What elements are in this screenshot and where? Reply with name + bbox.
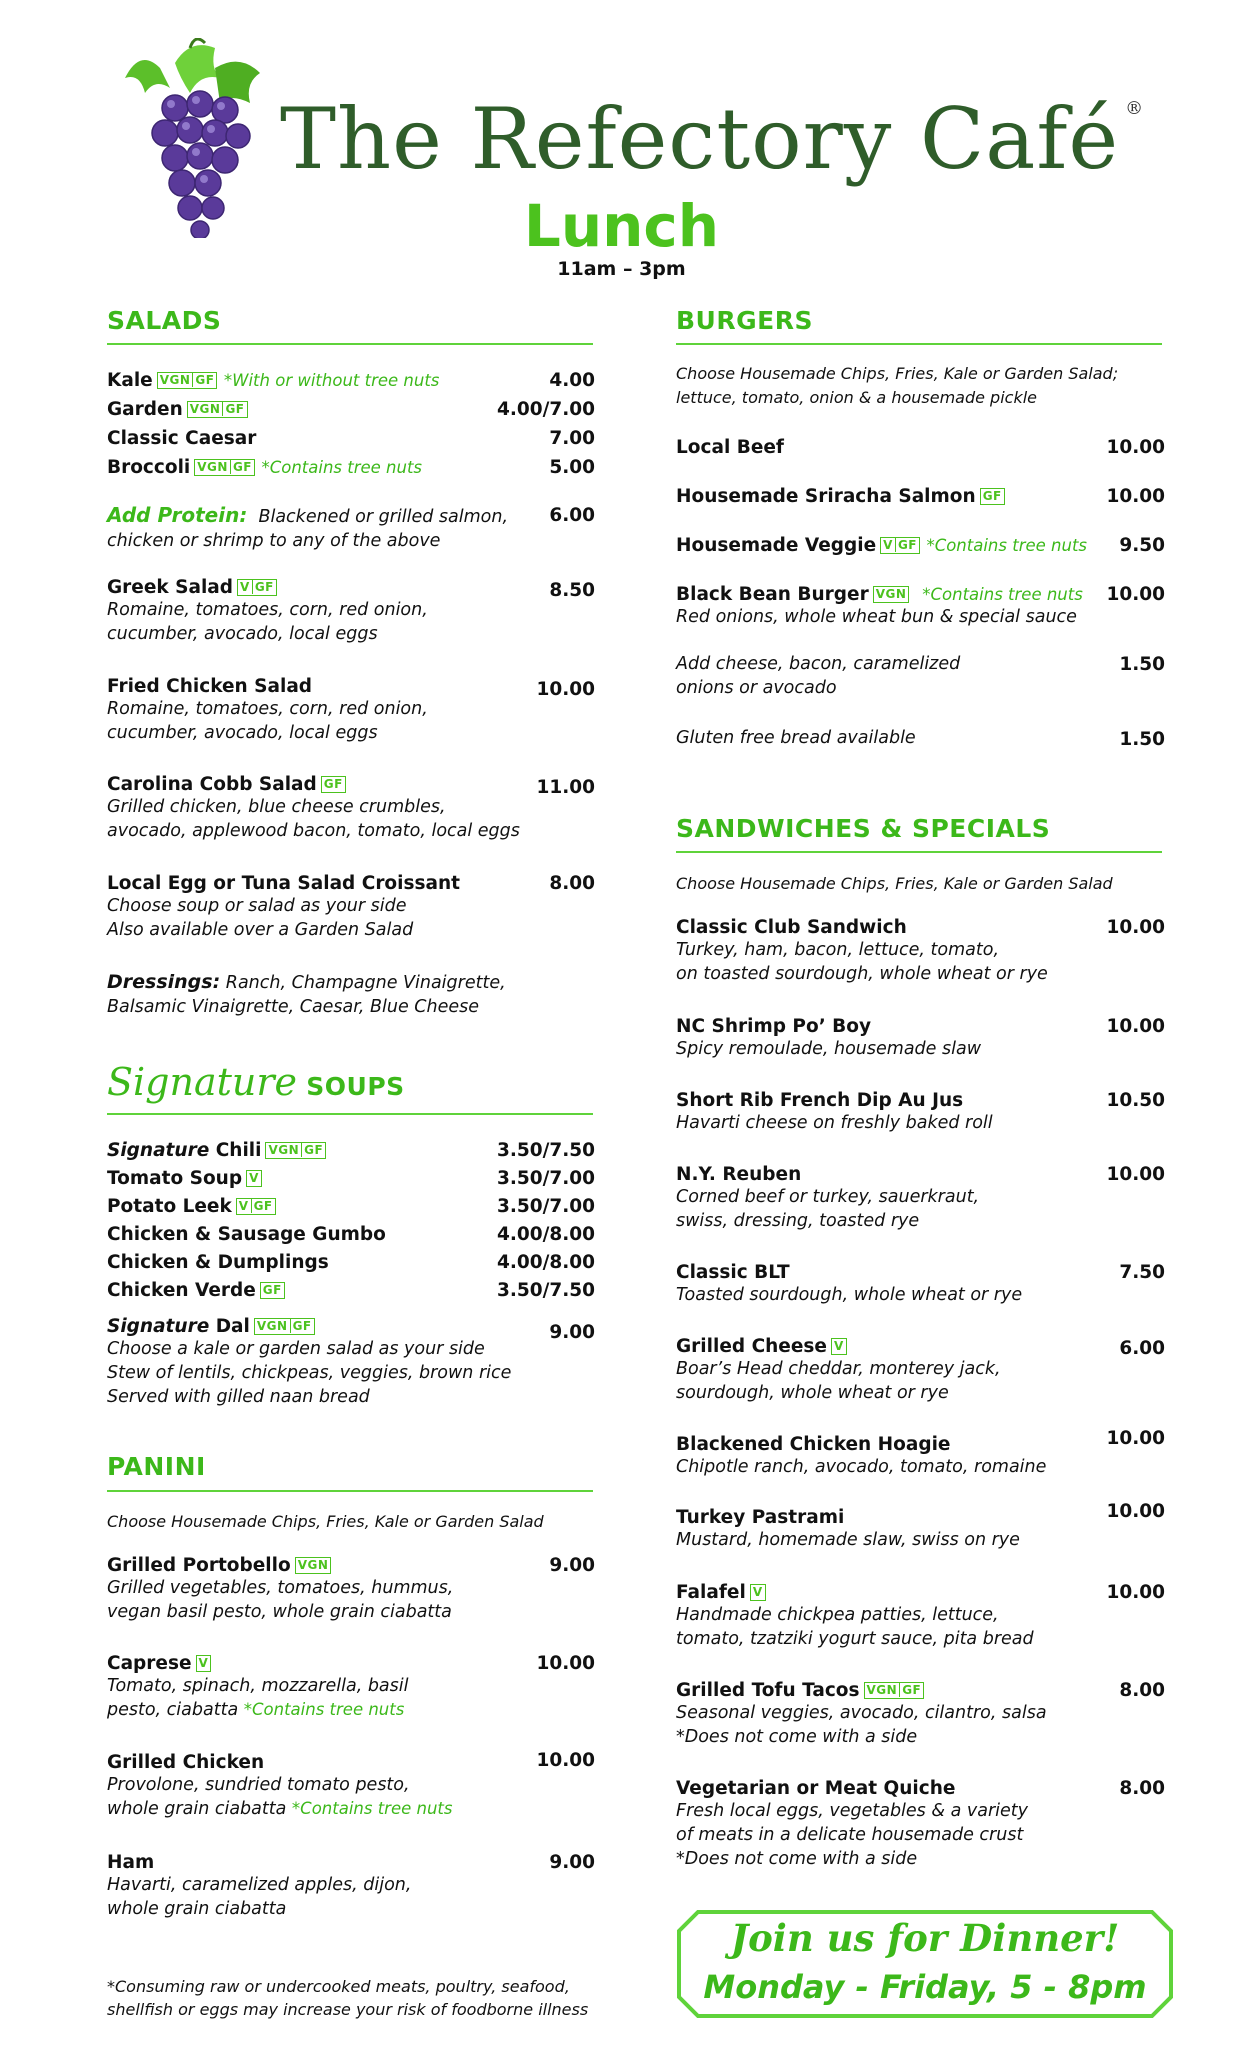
menu-item-chicken-hoagie: Blackened Chicken Hoagie Chipotle ranch, avocado, tomato, romaine [676, 1434, 1047, 1477]
price: 10.00 [536, 1653, 595, 1674]
price: 5.00 [549, 457, 595, 478]
price: 9.50 [1119, 535, 1165, 556]
menu-item-ham: Ham Havarti, caramelized apples, dijon, whole grain ciabatta [107, 1852, 412, 1919]
diet-tag: VGN GF [187, 401, 248, 418]
section-intro: Choose Housemade Chips, Fries, Kale or Garden Salad [107, 1512, 544, 1531]
price: 3.50/7.50 [496, 1140, 595, 1161]
price: 1.50 [1119, 654, 1165, 675]
price: 4.00/8.00 [496, 1252, 595, 1273]
menu-item-french-dip: Short Rib French Dip Au Jus Havarti cheese on freshly baked roll [676, 1090, 993, 1133]
section-rule [676, 343, 1162, 345]
price: 10.00 [536, 1750, 595, 1771]
diet-tag: V [750, 1584, 766, 1601]
menu-item-turkey-pastrami: Turkey Pastrami Mustard, homemade slaw, swiss on rye [676, 1507, 1020, 1550]
diet-tag: VGN GF [254, 1318, 315, 1335]
price: 7.00 [549, 428, 595, 449]
section-title-panini: PANINI [107, 1452, 206, 1481]
price: 8.00 [1119, 1680, 1165, 1701]
diet-tag: V [831, 1338, 847, 1355]
diet-tag: GF [980, 488, 1005, 505]
price: 10.00 [1106, 917, 1165, 938]
menu-item-grilled-chicken-panini: Grilled Chicken Provolone, sundried tomato pesto, whole grain ciabatta *Contains tree nuts [107, 1752, 453, 1819]
diet-tag: VGN GF [194, 459, 255, 476]
menu-item-salmon-burger: Housemade Sriracha Salmon GF [676, 486, 1005, 507]
section-intro: Choose Housemade Chips, Fries, Kale or Garden Salad [676, 874, 1113, 893]
brand-title: The Refectory Café ® [280, 90, 1145, 188]
menu-item-chicken-verde: Chicken Verde GF [107, 1280, 285, 1301]
menu-item-portobello: Grilled Portobello VGN Grilled vegetables, tomatoes, hummus, vegan basil pesto, whole grain ciabatta [107, 1555, 454, 1622]
menu-item-dumplings: Chicken & Dumplings [107, 1252, 329, 1273]
menu-item-chili: Signature Chili VGN GF [107, 1140, 326, 1161]
menu-item-quiche: Vegetarian or Meat Quiche Fresh local eggs, vegetables & a variety of meats in a delicate housemade crust *Does not come with a side [676, 1778, 1028, 1869]
section-rule [676, 851, 1162, 853]
section-title-burgers: BURGERS [676, 306, 813, 335]
diet-tag: VGN [873, 586, 910, 603]
diet-tag: VGN GF [265, 1142, 326, 1159]
diet-tag: GF [321, 776, 346, 793]
add-protein: Add Protein: Blackened or grilled salmon, chicken or shrimp to any of the above [107, 503, 509, 551]
menu-item-croissant: Local Egg or Tuna Salad Croissant Choose soup or salad as your side Also available over a Garden Salad [107, 873, 461, 940]
price: 9.00 [549, 1322, 595, 1343]
price: 4.00 [549, 370, 595, 391]
price: 9.00 [549, 1555, 595, 1576]
burger-addons: Add cheese, bacon, caramelized onions or avocado [676, 654, 961, 698]
price: 8.50 [549, 580, 595, 601]
price: 7.50 [1119, 1262, 1165, 1283]
menu-item-fried-chicken-salad: Fried Chicken Salad Romaine, tomatoes, corn, red onion, cucumber, avocado, local eggs [107, 676, 428, 743]
menu-item-cobb-salad: Carolina Cobb Salad GF Grilled chicken, blue cheese crumbles, avocado, applewood bacon, tomato, local eggs [107, 774, 520, 841]
diet-tag: VGN [295, 1557, 332, 1574]
dinner-hours: Monday - Friday, 5 - 8pm [703, 1968, 1147, 2006]
menu-item-club-sandwich: Classic Club Sandwich Turkey, ham, bacon, lettuce, tomato, on toasted sourdough, whole wheat or rye [676, 917, 1048, 984]
dressings: Dressings: Ranch, Champagne Vinaigrette, Balsamic Vinaigrette, Caesar, Blue Cheese [107, 971, 506, 1017]
price: 10.00 [1106, 1428, 1165, 1449]
section-title-soups: Signature SOUPS [107, 1060, 405, 1104]
price: 6.00 [1119, 1338, 1165, 1359]
menu-item-tofu-tacos: Grilled Tofu Tacos VGN GF Seasonal veggies, avocado, cilantro, salsa *Does not come with a side [676, 1680, 1047, 1747]
menu-item-caprese: Caprese V Tomato, spinach, mozzarella, basil pesto, ciabatta *Contains tree nuts [107, 1653, 409, 1720]
diet-tag: GF [260, 1282, 285, 1299]
menu-item-greek-salad: Greek Salad V GF Romaine, tomatoes, corn, red onion, cucumber, avocado, local eggs [107, 577, 428, 644]
section-rule [107, 1490, 593, 1492]
price: 3.50/7.00 [496, 1196, 595, 1217]
meal-title: Lunch [523, 192, 720, 260]
price: 10.00 [1106, 584, 1165, 605]
price: 10.00 [1106, 486, 1165, 507]
price: 10.00 [1106, 437, 1165, 458]
price: 4.00/8.00 [496, 1224, 595, 1245]
price: 10.00 [1106, 1164, 1165, 1185]
price: 10.50 [1106, 1090, 1165, 1111]
section-intro: Choose Housemade Chips, Fries, Kale or Garden Salad; lettuce, tomato, onion & a housemade pickle [676, 364, 1119, 407]
price: 8.00 [1119, 1778, 1165, 1799]
registered-mark: ® [1125, 98, 1145, 119]
menu-item-caesar: Classic Caesar [107, 428, 257, 449]
menu-item-reuben: N.Y. Reuben Corned beef or turkey, sauerkraut, swiss, dressing, toasted rye [676, 1164, 980, 1231]
section-rule [107, 1113, 593, 1115]
menu-item-tomato-soup: Tomato Soup V [107, 1168, 262, 1189]
diet-tag: V GF [880, 537, 920, 554]
price: 4.00/7.00 [496, 399, 595, 420]
price: 6.00 [549, 505, 595, 526]
menu-item-falafel: Falafel V Handmade chickpea patties, lettuce, tomato, tzatziki yogurt sauce, pita bread [676, 1582, 1034, 1649]
diet-tag: V GF [236, 1198, 276, 1215]
section-rule [107, 343, 593, 345]
menu-item-kale: Kale VGN GF *With or without tree nuts [107, 370, 440, 391]
price: 10.00 [536, 679, 595, 700]
menu-item-garden: Garden VGN GF [107, 399, 248, 420]
diet-tag: V [196, 1655, 212, 1672]
diet-tag: V GF [237, 579, 277, 596]
dinner-invite: Join us for Dinner! [730, 1916, 1120, 1960]
section-title-sandwiches: SANDWICHES & SPECIALS [676, 814, 1051, 843]
price: 10.00 [1106, 1016, 1165, 1037]
hours: 11am – 3pm [557, 258, 686, 280]
food-safety-disclaimer: *Consuming raw or undercooked meats, poultry, seafood, shellfish or eggs may increase your risk of foodborne illness [107, 1977, 589, 2019]
menu-item-potato-leek: Potato Leek V GF [107, 1196, 276, 1217]
menu-item-veggie-burger: Housemade Veggie V GF *Contains tree nuts [676, 535, 1088, 556]
price: 3.50/7.50 [496, 1280, 595, 1301]
menu-item-broccoli: Broccoli VGN GF *Contains tree nuts [107, 457, 423, 478]
menu-item-dal: Signature Dal VGN GF Choose a kale or garden salad as your side Stew of lentils, chickpeas, veggies, brown rice Served with gilled naan bread [107, 1316, 512, 1407]
menu-item-black-bean-burger: Black Bean Burger VGN *Contains tree nuts Red onions, whole wheat bun & special sauce [676, 584, 1083, 627]
diet-tag: VGN GF [157, 372, 218, 389]
section-title-salads: SALADS [107, 306, 222, 335]
diet-tag: VGN GF [864, 1682, 925, 1699]
price: 11.00 [536, 777, 595, 798]
menu-item-blt: Classic BLT Toasted sourdough, whole wheat or rye [676, 1262, 1023, 1305]
price: 1.50 [1119, 729, 1165, 750]
menu-item-gumbo: Chicken & Sausage Gumbo [107, 1224, 386, 1245]
menu-item-po-boy: NC Shrimp Po’ Boy Spicy remoulade, housemade slaw [676, 1016, 982, 1059]
menu-item-local-beef: Local Beef [676, 437, 784, 458]
price: 3.50/7.00 [496, 1168, 595, 1189]
price: 10.00 [1106, 1501, 1165, 1522]
price: 8.00 [549, 873, 595, 894]
gluten-free-bread: Gluten free bread available [676, 728, 916, 748]
menu-item-grilled-cheese: Grilled Cheese V Boar’s Head cheddar, monterey jack, sourdough, whole wheat or rye [676, 1336, 1001, 1403]
price: 10.00 [1106, 1582, 1165, 1603]
diet-tag: V [246, 1170, 262, 1187]
price: 9.00 [549, 1852, 595, 1873]
